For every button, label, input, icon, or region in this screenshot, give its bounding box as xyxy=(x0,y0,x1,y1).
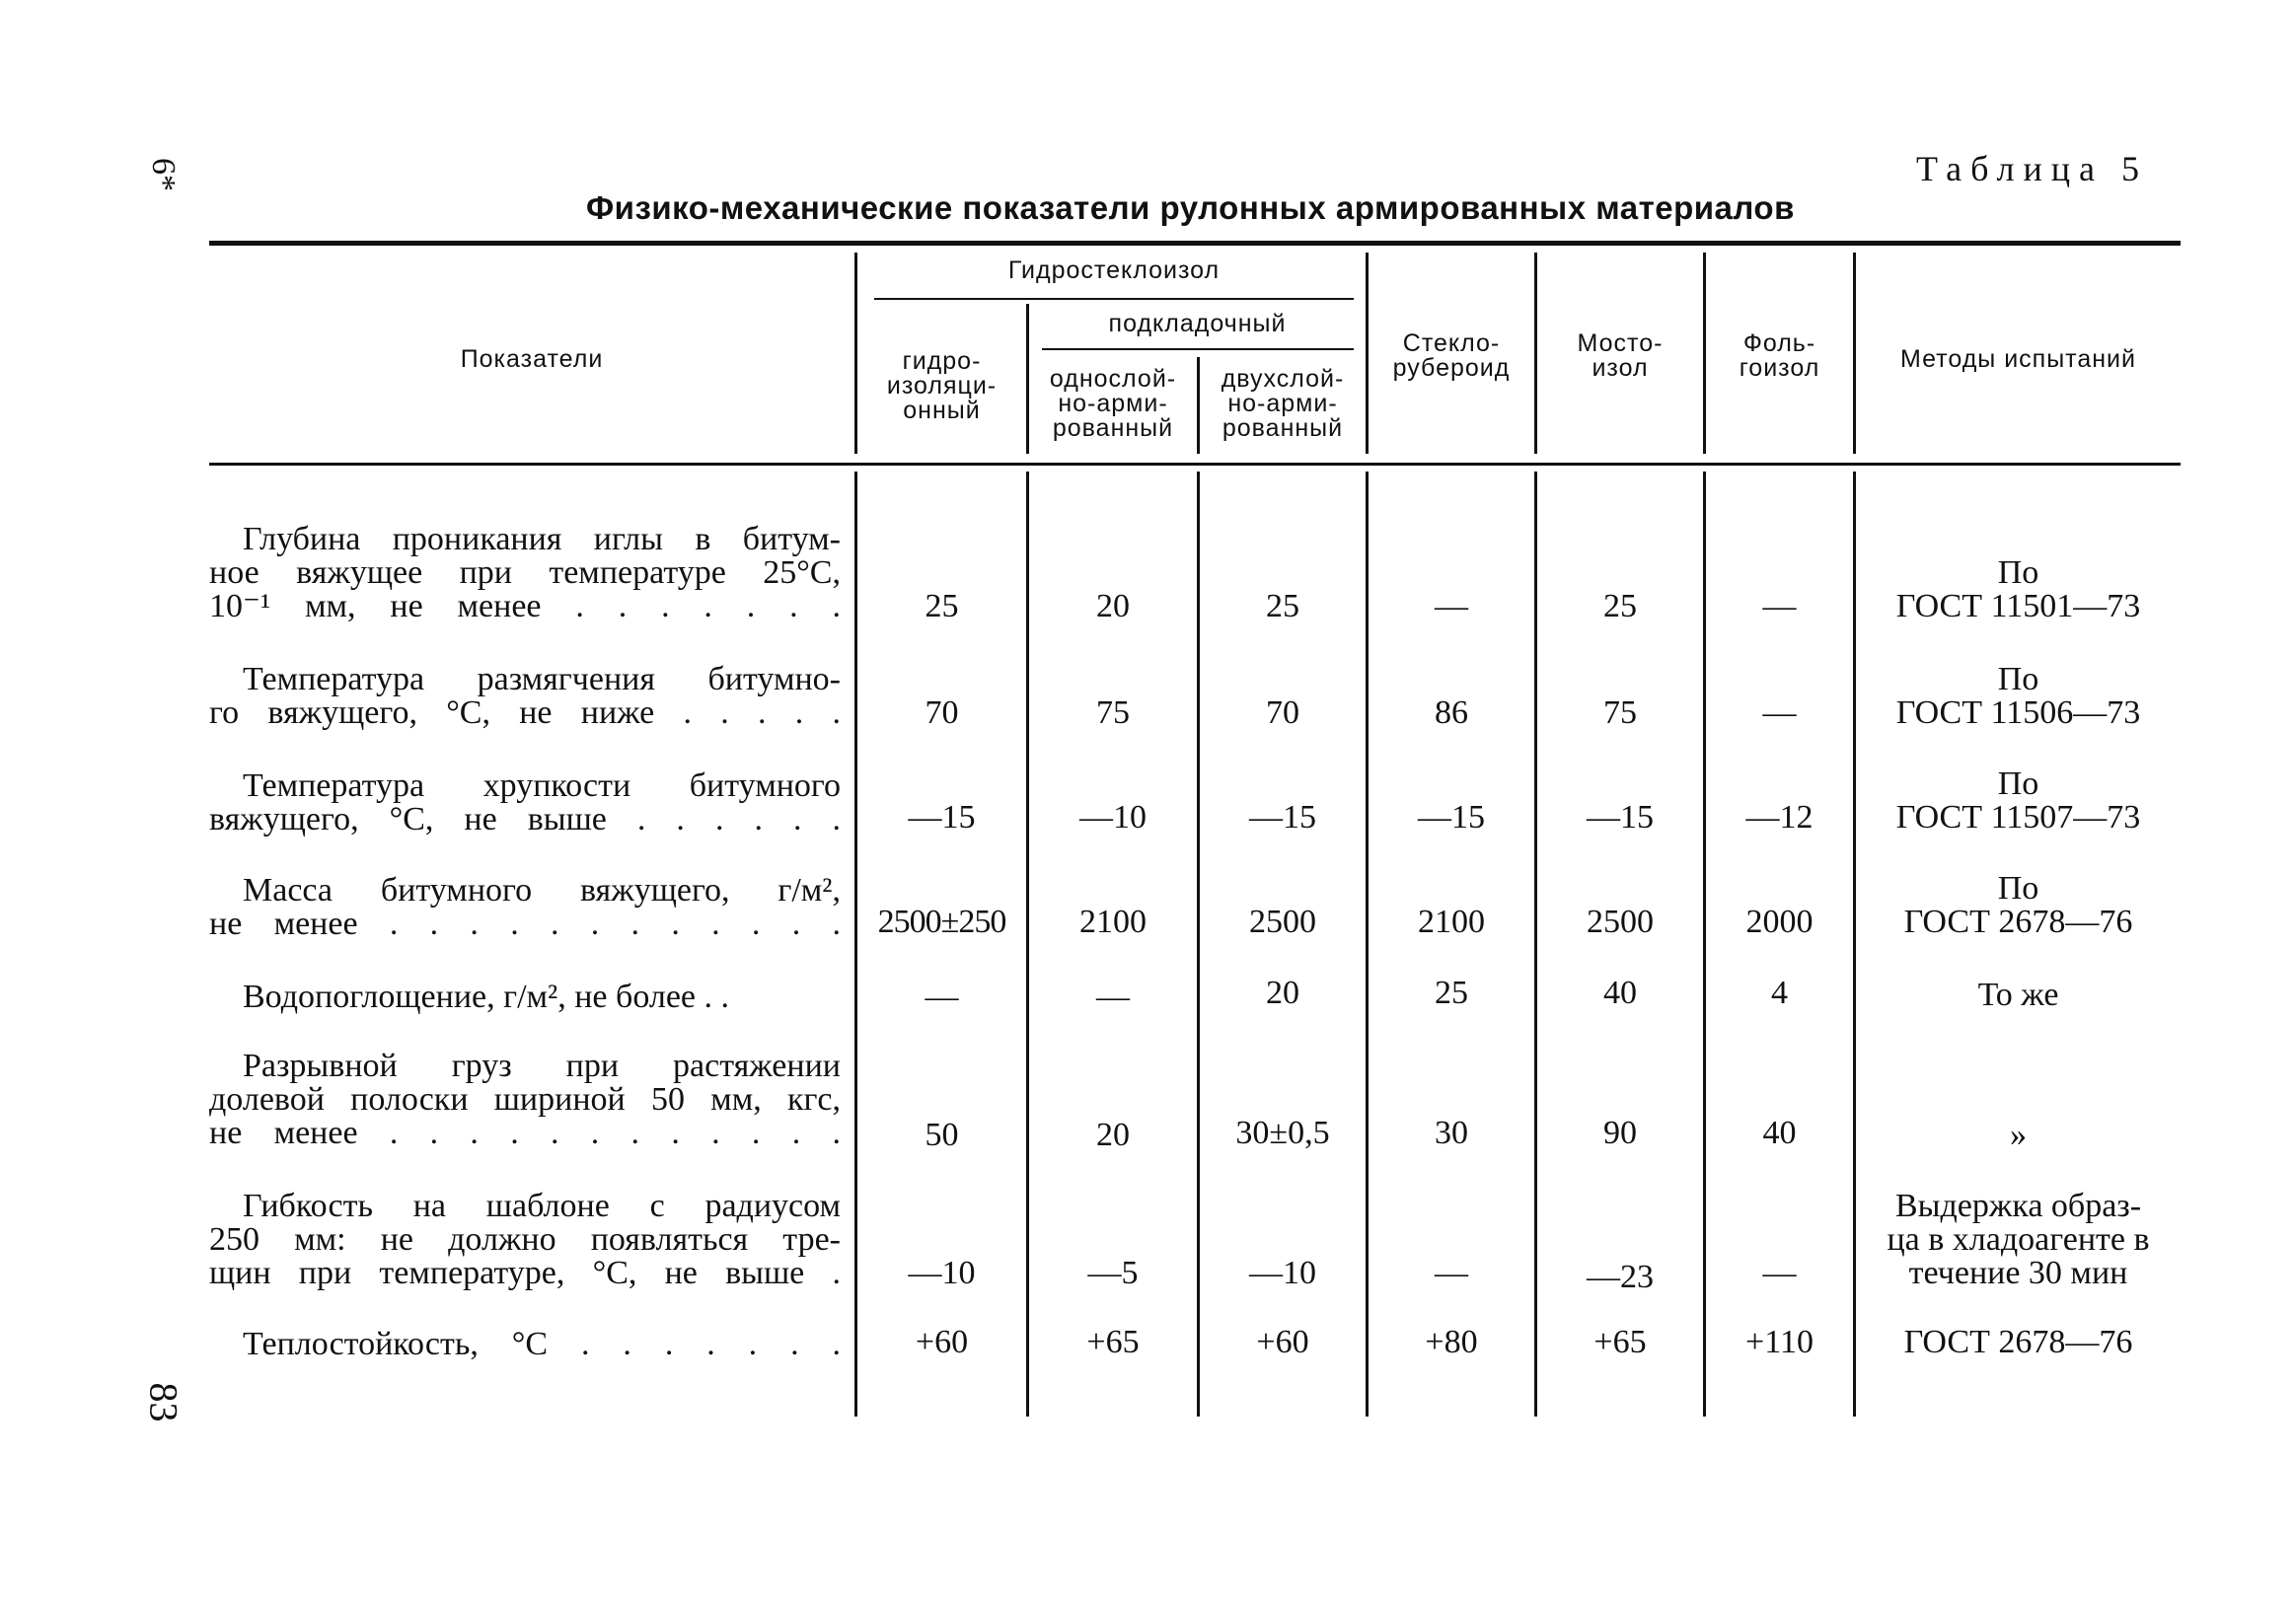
row-label: Водопоглощение, г/м², не более . . xyxy=(243,979,730,1015)
table-cell: —15 xyxy=(1249,799,1316,836)
table-cell: +60 xyxy=(1256,1324,1309,1360)
table-cell: 75 xyxy=(1603,694,1637,731)
table-cell: —5 xyxy=(1087,1255,1139,1291)
table-cell: +110 xyxy=(1745,1324,1814,1360)
table-cell: +60 xyxy=(915,1324,969,1360)
table-cell: — xyxy=(1096,979,1130,1015)
table-cell: —15 xyxy=(1418,799,1485,836)
page-number: 83 xyxy=(141,1382,186,1422)
table-cell: —10 xyxy=(1249,1255,1316,1291)
row-label: Температура хрупкости битумного вяжущего, °С, не выше . . . . . . xyxy=(209,767,841,837)
table-cell: — xyxy=(925,979,959,1015)
table-cell: —10 xyxy=(908,1255,976,1291)
header-steklo: Стекло- рубероид xyxy=(1392,329,1511,382)
table-cell: 70 xyxy=(925,694,959,731)
table-title: Физико-механические показатели рулонных армированных материалов xyxy=(586,189,1795,226)
header-indicators: Показатели xyxy=(460,345,604,373)
row-label: Разрывной груз при растяжении долевой полоски шириной 50 мм, кгс, не менее . . . . . . . . . . . . xyxy=(209,1048,841,1151)
table-cell: — xyxy=(1762,694,1797,731)
table-cell: 2500 xyxy=(1587,904,1654,940)
row-label: Глубина проникания иглы в битум- ное вяжущее при температуре 25°С, 10⁻¹ мм, не менее . . . . . . . xyxy=(209,521,841,624)
page-mark-top: 6* xyxy=(145,158,182,191)
test-method: ГОСТ 2678—76 xyxy=(1903,1324,2133,1360)
table-cell: — xyxy=(1435,588,1468,624)
table-top-rule xyxy=(209,241,2181,246)
test-method: По ГОСТ 11501—73 xyxy=(1895,554,2141,624)
table-cell: +65 xyxy=(1086,1324,1140,1360)
header-hydrosteklo: Гидростеклоизол xyxy=(1007,256,1221,284)
table-cell: 20 xyxy=(1096,588,1130,624)
table-cell: 25 xyxy=(1435,975,1468,1011)
table-cell: 4 xyxy=(1771,975,1788,1011)
table-cell: — xyxy=(1435,1255,1468,1291)
table-cell: 90 xyxy=(1603,1115,1637,1151)
header-methods: Методы испытаний xyxy=(1900,345,2136,373)
table-cell: +65 xyxy=(1593,1324,1647,1360)
row-label: Температура размягчения битумно- го вяжущего, °С, не ниже . . . . . xyxy=(209,661,841,731)
hydro-group-rule xyxy=(874,298,1354,300)
table-cell: 2500 xyxy=(1249,904,1316,940)
table-cell: 20 xyxy=(1096,1117,1130,1153)
table-cell: —23 xyxy=(1587,1259,1654,1295)
header-folgo: Фоль- гоизол xyxy=(1739,329,1820,382)
test-method: Выдержка образ- ца в хладоагенте в течение 30 мин xyxy=(1887,1188,2150,1291)
table-cell: 86 xyxy=(1435,694,1468,731)
test-method: По ГОСТ 11506—73 xyxy=(1895,661,2141,731)
row-label: Масса битумного вяжущего, г/м², не менее . . . . . . . . . . . . xyxy=(209,872,841,942)
row-label: Гибкость на шаблоне с радиусом 250 мм: не должно появляться тре- щин при температуре, °С, не выше . xyxy=(209,1188,841,1291)
header-hydro-insul: гидро- изоляци- онный xyxy=(886,347,998,424)
test-method: То же xyxy=(1977,977,2059,1013)
table-cell: —12 xyxy=(1745,799,1814,836)
table-cell: 70 xyxy=(1266,694,1299,731)
header-two-layer: двухслой- но-арми- рованный xyxy=(1221,365,1345,442)
table-cell: 40 xyxy=(1603,975,1637,1011)
header-one-layer: однослой- но-арми- рованный xyxy=(1049,365,1177,442)
table-cell: 25 xyxy=(1603,588,1637,624)
table-cell: +80 xyxy=(1425,1324,1478,1360)
table-cell: 30±0,5 xyxy=(1235,1115,1330,1151)
table-cell: —15 xyxy=(1587,799,1654,836)
header-podkl: подкладочный xyxy=(1108,310,1287,337)
table-cell: —15 xyxy=(908,799,976,836)
table-cell: — xyxy=(1762,1255,1797,1291)
test-method: » xyxy=(2010,1117,2027,1153)
row-label: Теплостойкость, °С . . . . . . . xyxy=(243,1326,841,1362)
table-cell: 30 xyxy=(1435,1115,1468,1151)
table-cell: — xyxy=(1762,588,1797,624)
table-cell: 2100 xyxy=(1418,904,1485,940)
table-cell: 40 xyxy=(1762,1115,1797,1151)
podkl-group-rule xyxy=(1042,348,1354,350)
table-cell: 50 xyxy=(925,1117,959,1153)
header-mosto: Мосто- изол xyxy=(1577,329,1664,382)
table-cell: 75 xyxy=(1096,694,1130,731)
header-bottom-rule xyxy=(209,463,2181,466)
test-method: По ГОСТ 2678—76 xyxy=(1903,870,2133,940)
table-cell: 2100 xyxy=(1079,904,1147,940)
table-label: Таблица 5 xyxy=(1916,149,2148,188)
test-method: По ГОСТ 11507—73 xyxy=(1895,765,2141,836)
table-cell: 25 xyxy=(1266,588,1299,624)
table-cell: 20 xyxy=(1266,975,1299,1011)
table-cell: 25 xyxy=(925,588,959,624)
table-cell: 2000 xyxy=(1745,904,1814,940)
table-cell: —10 xyxy=(1079,799,1147,836)
table-cell: 2500±250 xyxy=(877,904,1006,940)
